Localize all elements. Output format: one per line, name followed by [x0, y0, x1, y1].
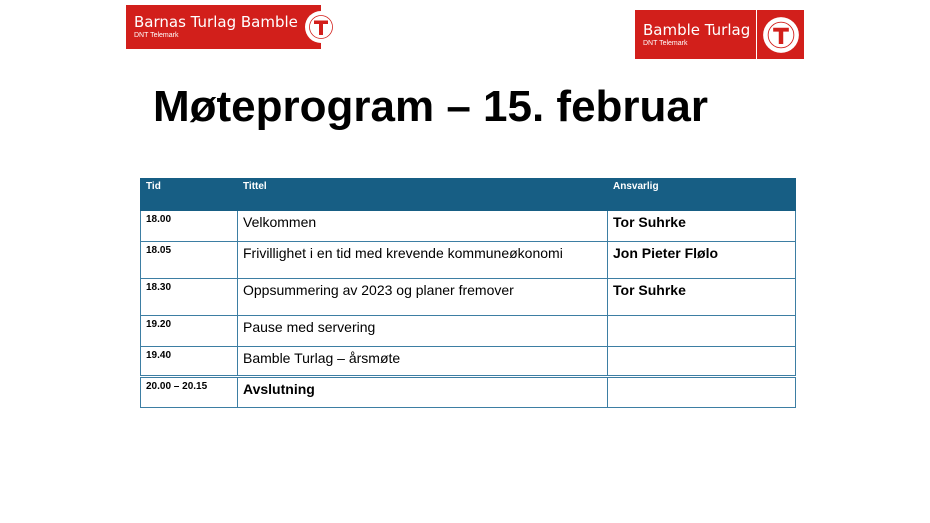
logo-sub: DNT Telemark — [134, 32, 179, 39]
dnt-emblem-icon — [757, 10, 804, 59]
table-row — [141, 377, 796, 408]
row-responsible: Tor Suhrke — [608, 211, 796, 242]
row-time: 18.05 — [141, 242, 238, 279]
table-row — [141, 316, 796, 347]
table-row — [141, 242, 796, 279]
row-time: 19.20 — [141, 316, 238, 347]
table-row — [141, 347, 796, 377]
column-header-time: Tid — [141, 179, 238, 211]
table-row — [141, 279, 796, 316]
page-title: Møteprogram – 15. februar — [153, 82, 709, 131]
row-responsible: Jon Pieter Flølo — [608, 242, 796, 279]
row-responsible — [608, 377, 796, 408]
row-responsible: Tor Suhrke — [608, 279, 796, 316]
row-time: 18.00 — [141, 211, 238, 242]
row-title: Avslutning — [238, 377, 608, 408]
logo-name: Barnas Turlag Bamble — [134, 13, 298, 31]
column-header-title: Tittel — [238, 179, 608, 211]
row-responsible — [608, 316, 796, 347]
table-row — [141, 211, 796, 242]
program-table — [140, 178, 796, 408]
row-title: Oppsummering av 2023 og planer fremover — [238, 279, 608, 316]
row-title: Velkommen — [238, 211, 608, 242]
row-time: 19.40 — [141, 347, 238, 377]
logo-name: Bamble Turlag — [643, 20, 751, 39]
barnas-turlag-bamble-logo — [126, 5, 321, 49]
row-responsible — [608, 347, 796, 377]
table-header-row — [141, 179, 796, 211]
logo-sub: DNT Telemark — [643, 39, 688, 47]
row-title: Pause med servering — [238, 316, 608, 347]
dnt-emblem-icon — [304, 5, 338, 49]
column-header-responsible: Ansvarlig — [608, 179, 796, 211]
row-title: Frivillighet i en tid med krevende kommuneøkonomi — [238, 242, 608, 279]
row-title: Bamble Turlag – årsmøte — [238, 347, 608, 377]
bamble-turlag-logo — [635, 10, 804, 59]
row-time: 20.00 – 20.15 — [141, 377, 238, 408]
row-time: 18.30 — [141, 279, 238, 316]
